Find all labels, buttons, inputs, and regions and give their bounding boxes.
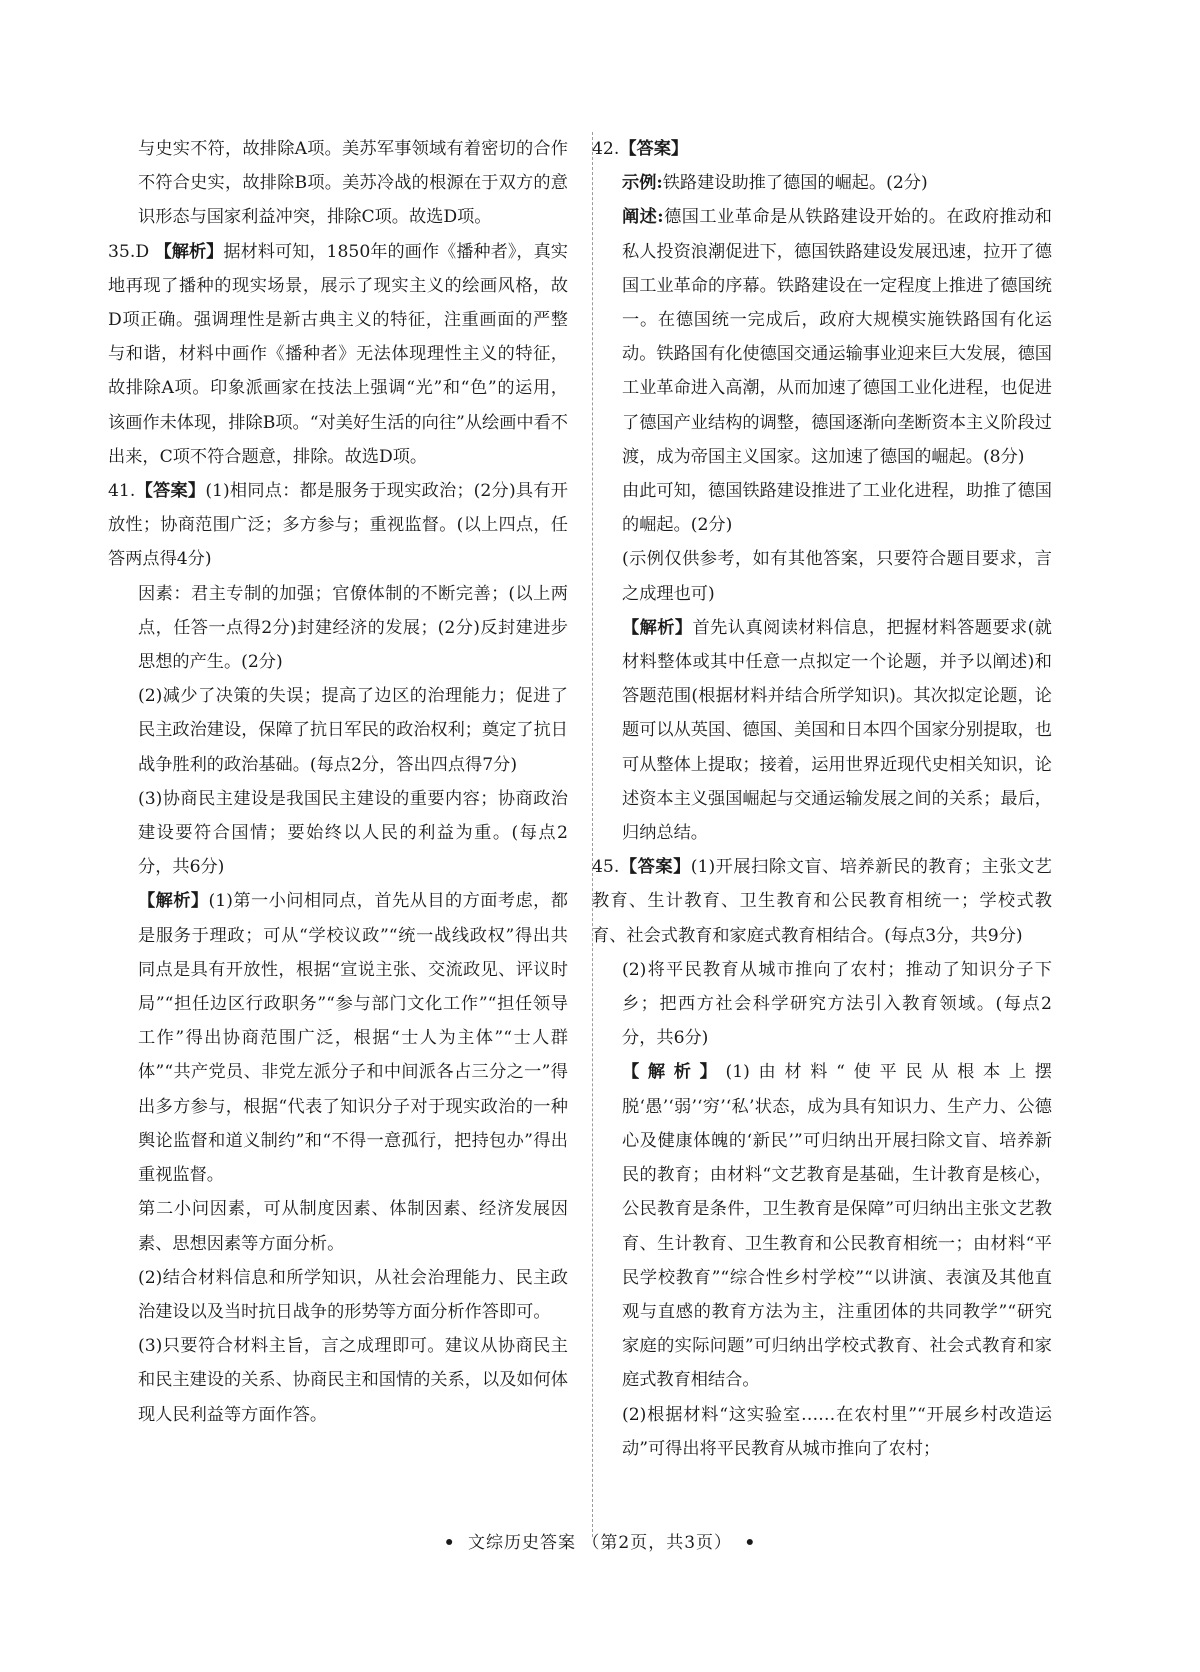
answer-tag: 【答案】	[619, 857, 691, 878]
question-number: 45.	[592, 857, 620, 878]
analysis-tag: 【解析】	[154, 241, 224, 262]
answer-text: (1)相同点：都是服务于现实政治；(2分)具有开放性；协商范围广泛；多方参与；重视监督。(以上四点，任答两点得4分)	[108, 481, 568, 570]
analysis-paragraph	[622, 1055, 1052, 1397]
right-column	[592, 132, 1052, 1466]
paragraph-q34-continued: 与史实不符，故排除A项。美苏军事领域有着密切的合作不符合史实，故排除B项。美苏冷战的根源在于双方的意识形态与国家利益冲突，排除C项。故选D项。	[138, 139, 568, 228]
analysis-tag: 【解析】	[138, 891, 209, 912]
analysis-paragraph: (3)只要符合材料主旨，言之成理即可。建议从协商民主和民主建设的关系、协商民主和国情的关系，以及如何体现人民利益等方面作答。	[138, 1336, 568, 1425]
example-paragraph	[622, 166, 1052, 200]
footer-page-number: （第2页，共3页）	[582, 1533, 733, 1553]
analysis-text: 首先认真阅读材料信息，把握材料答题要求(就材料整体或其中任意一点拟定一个论题，并予以阐述)和答题范围(根据材料并结合所学知识)。其次拟定论题，论题可以从英国、德国、美国和日本四个国家分别提取，也可从整体上提取；接着，运用世界近现代史相关知识，论述资本主义强国崛起与交通运输发展之间的关系；最后，归纳总结。	[622, 617, 1052, 844]
question-41	[108, 474, 568, 577]
bullet-right: •	[744, 1533, 757, 1553]
example-text: 铁路建设助推了德国的崛起。(2分)	[662, 173, 928, 194]
analysis-paragraph	[138, 884, 568, 1192]
answer-paragraph: (2)减少了决策的失误；提高了边区的治理能力；促进了民主政治建设，保障了抗日军民的政治权利；奠定了抗日战争胜利的政治基础。(每点2分，答出四点得7分)	[138, 686, 568, 775]
analysis-text: (1)第一小问相同点，首先从目的方面考虑，都是服务于理政；可从“学校议政”“统一战线政权”得出共同点是具有开放性，根据“宣说主张、交流政见、评议时局”“担任边区行政职务”“参与部门文化工作”“担任领导工作”得出协商范围广泛，根据“士人为主体”“士人群体”“共产党员、非党左派分子和中间派各占三分之一”得出多方参与，根据“代表了知识分子对于现实政治的一种舆论监督和道义制约”和“不得一意孤行，把持包办”得出重视监督。	[138, 891, 568, 1186]
question-35	[108, 235, 568, 474]
answer-paragraph: (3)协商民主建设是我国民主建设的重要内容；协商政治建设要符合国情；要始终以人民的利益为重。(每点2分，共6分)	[138, 788, 568, 878]
page-footer	[0, 1528, 1200, 1553]
column-divider	[592, 132, 593, 1537]
question-42	[592, 132, 1052, 166]
answer-paragraph: (2)将平民教育从城市推向了农村；推动了知识分子下乡；把西方社会科学研究方法引入教育领域。(每点2分，共6分)	[622, 959, 1052, 1049]
analysis-text: (1)由材料“使平民从根本上摆脱‘愚’‘弱’‘穷’‘私’状态，成为具有知识力、生产力、公德心及健康体魄的‘新民’”可归纳出开展扫除文盲、培养新民的教育；由材料“文艺教育是基础，生计教育是核心，公民教育是条件，卫生教育是保障”可归纳出主张文艺教育、生计教育、卫生教育和公民教育相统一；由材料“平民学校教育”“综合性乡村学校”“以讲演、表演及其他直观与直感的教育方法为主，注重团体的共同教学”“研究家庭的实际问题”可归纳出学校式教育、社会式教育和家庭式教育相结合。	[622, 1062, 1052, 1391]
analysis-paragraph	[622, 611, 1052, 850]
question-number: 42.	[592, 139, 620, 159]
analysis-paragraph: 第二小问因素，可从制度因素、体制因素、经济发展因素、思想因素等方面分析。	[138, 1199, 568, 1254]
answer-text: (1)开展扫除文盲、培养新民的教育；主张文艺教育、生计教育、卫生教育和公民教育相统一；学校式教育、社会式教育和家庭式教育相结合。(每点3分，共9分)	[592, 857, 1052, 946]
exposition-label: 阐述:	[622, 207, 664, 228]
analysis-paragraph: (2)结合材料信息和所学知识，从社会治理能力、民主政治建设以及当时抗日战争的形势等方面分析作答即可。	[138, 1267, 568, 1322]
conclusion-paragraph: 由此可知，德国铁路建设推进了工业化进程，助推了德国的崛起。(2分)	[622, 481, 1052, 536]
answer-paragraph: 因素：君主专制的加强；官僚体制的不断完善；(以上两点，任答一点得2分)封建经济的发展；(2分)反封建进步思想的产生。(2分)	[138, 583, 568, 673]
analysis-text: 据材料可知，1850年的画作《播种者》，真实地再现了播种的现实场景，展示了现实主义的绘画风格，故D项正确。强调理性是新古典主义的特征，注重画面的严整与和谐，材料中画作《播种者》无法体现理性主义的特征，故排除A项。印象派画家在技法上强调“光”和“色”的运用，该画作未体现，排除B项。“对美好生活的向往”从绘画中看不出来，C项不符合题意，排除。故选D项。	[108, 241, 568, 467]
analysis-tag: 【解析】	[622, 617, 693, 638]
question-number: 41.	[108, 481, 136, 502]
example-label: 示例:	[622, 173, 663, 194]
analysis-paragraph: (2)根据材料“这实验室……在农村里”“开展乡村改造运动”可得出将平民教育从城市推向了农村；	[622, 1404, 1052, 1459]
bullet-left: •	[443, 1533, 456, 1553]
analysis-tag: 【解析】	[622, 1062, 726, 1083]
left-column	[108, 132, 568, 1432]
note-paragraph: (示例仅供参考，如有其他答案，只要符合题目要求，言之成理也可)	[622, 549, 1052, 604]
exposition-paragraph	[622, 200, 1052, 474]
question-45	[592, 850, 1052, 953]
footer-title: 文综历史答案	[467, 1533, 576, 1553]
exposition-text: 德国工业革命是从铁路建设开始的。在政府推动和私人投资浪潮促进下，德国铁路建设发展迅速，拉开了德国工业革命的序幕。铁路建设在一定程度上推进了德国统一。在德国统一完成后，政府大规模实施铁路国有化运动。铁路国有化使德国交通运输事业迎来巨大发展，德国工业革命进入高潮，从而加速了德国工业化进程，也促进了德国产业结构的调整，德国逐渐向垄断资本主义阶段过渡，成为帝国主义国家。这加速了德国的崛起。(8分)	[622, 207, 1052, 467]
answer-tag: 【答案】	[135, 481, 206, 502]
answer-tag: 【答案】	[619, 139, 689, 159]
question-number: 35.D	[108, 241, 150, 262]
